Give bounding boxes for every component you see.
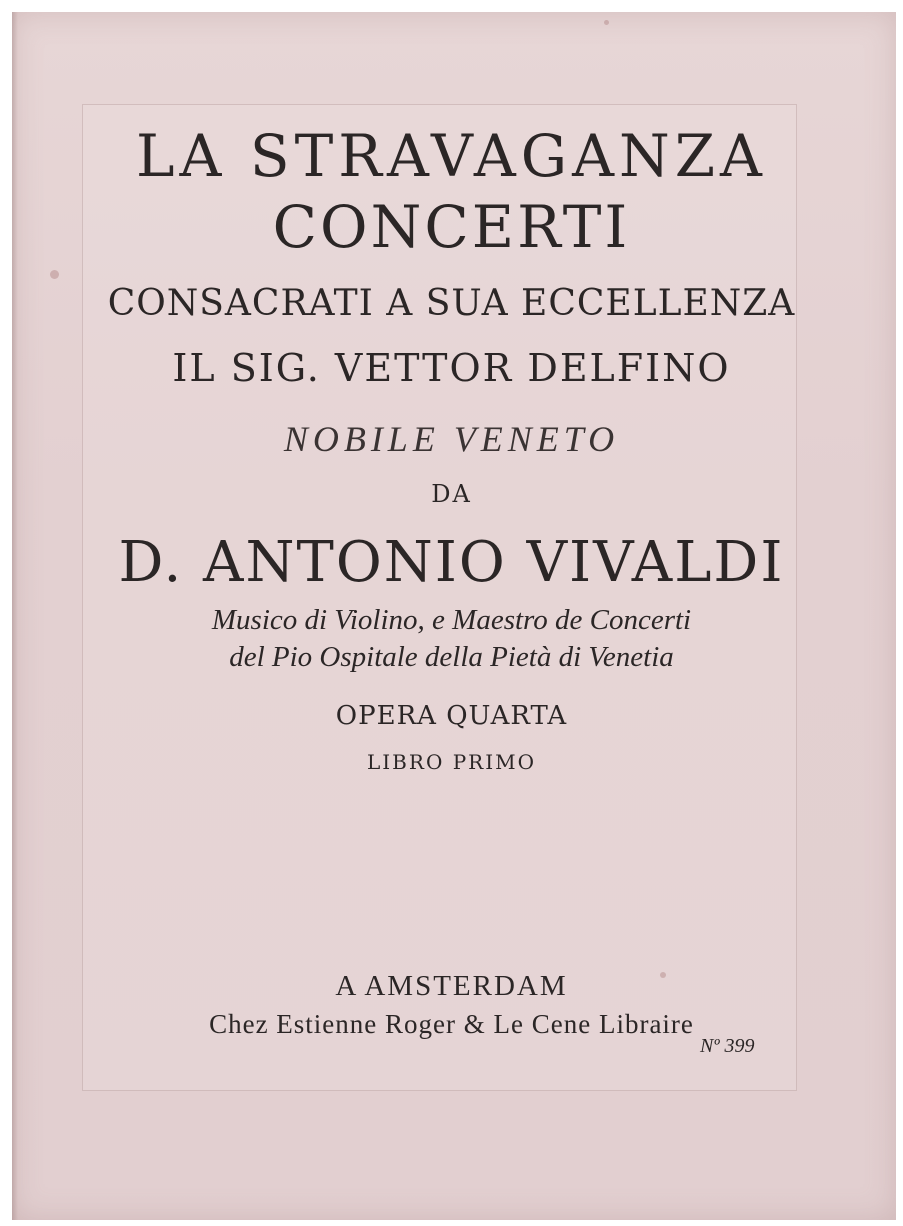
book-number: LIBRO PRIMO [367, 750, 536, 774]
composer-name: D. ANTONIO VIVALDI [118, 530, 785, 595]
composer-role-line1: Musico di Violino, e Maestro de Concerti [211, 604, 692, 636]
plate-number: Nº 399 [700, 1035, 755, 1057]
imprint-publisher: Chez Estienne Roger & Le Cene Libraire [209, 1009, 694, 1039]
opus-number: OPERA QUARTA [335, 701, 568, 731]
foxing-spot [604, 20, 609, 25]
dedicatee-name: IL SIG. VETTOR DELFINO [172, 346, 731, 390]
subtitle-concerti: CONCERTI [272, 193, 631, 261]
dedication-line: CONSACRATI A SUA ECCELLENZA [107, 283, 796, 324]
imprint-city: A AMSTERDAM [335, 970, 568, 1002]
title-line: LA STRAVAGANZA [136, 122, 767, 190]
by-line: DA [431, 480, 472, 508]
foxing-spot [50, 270, 59, 279]
composer-role-line2: del Pio Ospitale della Pietà di Venetia [229, 641, 674, 673]
dedicatee-title: NOBILE VENETO [283, 419, 620, 459]
